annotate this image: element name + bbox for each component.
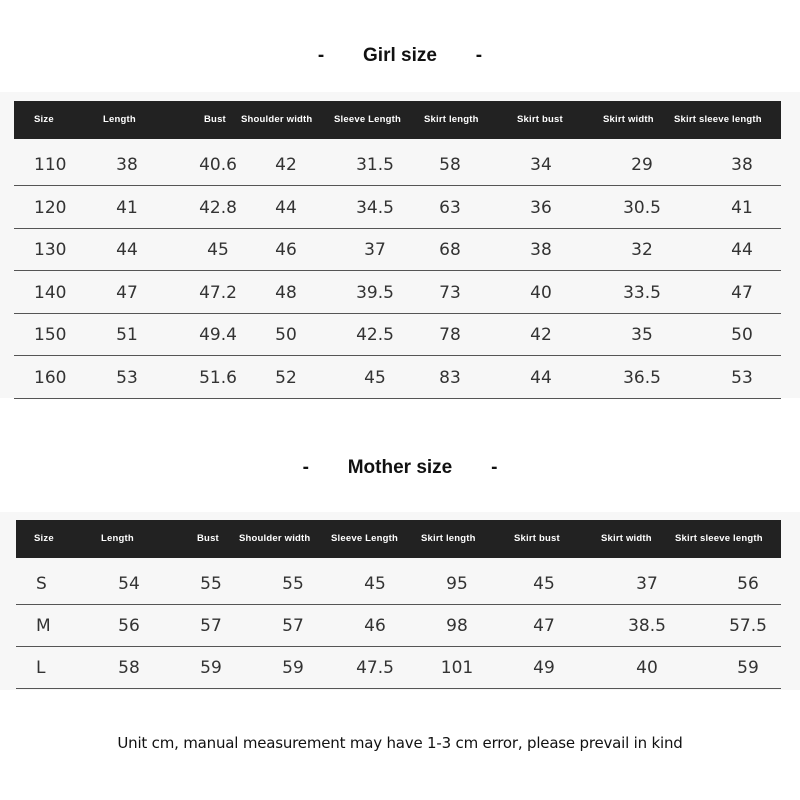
table-row bbox=[14, 314, 781, 356]
table-row bbox=[14, 272, 781, 314]
table-cell: 42 bbox=[530, 325, 552, 345]
table-cell: 31.5 bbox=[356, 155, 394, 175]
table-cell: 51 bbox=[116, 325, 138, 345]
header-skirt-sleeve-length: Skirt sleeve length bbox=[675, 533, 763, 544]
table-cell: 44 bbox=[731, 240, 753, 260]
table-cell: 53 bbox=[731, 367, 753, 388]
table-cell: 58 bbox=[439, 155, 461, 175]
unit-note: Unit cm, manual measurement may have 1-3 cm error, please prevail in kind bbox=[117, 734, 683, 752]
table-cell: 140 bbox=[34, 282, 67, 303]
table-cell: 38 bbox=[116, 155, 138, 175]
table-cell: 41 bbox=[116, 197, 138, 218]
header-skirt-length: Skirt length bbox=[421, 533, 476, 544]
header-skirt-bust: Skirt bust bbox=[514, 533, 560, 544]
header-length: Length bbox=[101, 533, 134, 544]
table-cell: 40 bbox=[530, 282, 552, 303]
table-cell: 45 bbox=[364, 574, 386, 594]
mother-size-table bbox=[16, 520, 781, 688]
table-cell: 37 bbox=[364, 240, 386, 260]
header-size: Size bbox=[34, 533, 54, 544]
table-cell: 73 bbox=[439, 282, 461, 303]
table-cell: 53 bbox=[116, 367, 138, 388]
table-cell: 101 bbox=[440, 658, 474, 678]
table-cell: 29 bbox=[631, 155, 653, 175]
table-cell: 98 bbox=[446, 616, 468, 636]
table-cell: 95 bbox=[446, 574, 468, 594]
table-cell: 40.6 bbox=[199, 155, 237, 175]
table-cell: 56 bbox=[737, 574, 759, 594]
table-row bbox=[16, 605, 781, 647]
girl-table-header bbox=[14, 101, 781, 139]
mother-size-title-text: Mother size bbox=[347, 457, 453, 478]
header-bust: Bust bbox=[204, 114, 226, 125]
header-skirt-sleeve-length: Skirt sleeve length bbox=[674, 114, 762, 125]
table-cell: 42 bbox=[275, 155, 297, 175]
header-length: Length bbox=[103, 114, 136, 125]
table-cell: 110 bbox=[34, 155, 67, 175]
header-skirt-bust: Skirt bust bbox=[517, 114, 563, 125]
table-cell: 58 bbox=[118, 658, 140, 678]
table-cell: M bbox=[36, 616, 51, 636]
table-cell: 33.5 bbox=[623, 282, 661, 303]
table-cell: 47.2 bbox=[199, 282, 237, 303]
table-cell: 48 bbox=[275, 282, 297, 303]
table-cell: 50 bbox=[731, 325, 753, 345]
table-cell: 63 bbox=[439, 197, 461, 218]
mother-size-title bbox=[0, 457, 800, 479]
table-cell: 34.5 bbox=[356, 197, 394, 218]
table-cell: 55 bbox=[282, 574, 304, 594]
mother-table-header bbox=[16, 520, 781, 558]
table-cell: 32 bbox=[631, 240, 653, 260]
table-cell: 49 bbox=[533, 658, 555, 678]
table-cell: 40 bbox=[636, 658, 658, 678]
header-skirt-width: Skirt width bbox=[601, 533, 652, 544]
header-bust: Bust bbox=[197, 533, 219, 544]
row-divider bbox=[14, 398, 781, 399]
table-cell: 45 bbox=[533, 574, 555, 594]
table-cell: 55 bbox=[200, 574, 222, 594]
table-cell: 45 bbox=[207, 240, 229, 260]
table-cell: 160 bbox=[34, 367, 67, 388]
header-sleeve-length: Sleeve Length bbox=[334, 114, 402, 125]
table-row bbox=[16, 563, 781, 605]
table-cell: 52 bbox=[275, 367, 297, 388]
table-row bbox=[14, 229, 781, 271]
table-cell: 49.4 bbox=[199, 325, 237, 345]
table-cell: 59 bbox=[282, 658, 304, 678]
table-cell: 37 bbox=[636, 574, 658, 594]
table-cell: 47.5 bbox=[356, 658, 394, 678]
title-dash-left: - bbox=[317, 45, 325, 66]
table-cell: 83 bbox=[439, 367, 461, 388]
table-cell: 46 bbox=[275, 240, 297, 260]
table-cell: S bbox=[36, 574, 47, 594]
table-cell: 50 bbox=[275, 325, 297, 345]
girl-size-title-text: Girl size bbox=[363, 45, 437, 66]
table-cell: 35 bbox=[631, 325, 653, 345]
header-sleeve-length: Sleeve Length bbox=[331, 533, 399, 544]
table-cell: 44 bbox=[530, 367, 552, 388]
header-skirt-width: Skirt width bbox=[603, 114, 654, 125]
table-cell: 38.5 bbox=[628, 616, 666, 636]
table-row bbox=[16, 647, 781, 689]
row-divider bbox=[16, 688, 781, 689]
table-cell: 47 bbox=[116, 282, 138, 303]
table-cell: L bbox=[36, 658, 46, 678]
table-cell: 41 bbox=[731, 197, 753, 218]
table-cell: 59 bbox=[200, 658, 222, 678]
table-cell: 78 bbox=[439, 325, 461, 345]
table-cell: 38 bbox=[731, 155, 753, 175]
table-cell: 45 bbox=[364, 367, 386, 388]
table-cell: 44 bbox=[116, 240, 138, 260]
table-row bbox=[14, 144, 781, 186]
table-cell: 42.5 bbox=[356, 325, 394, 345]
header-skirt-length: Skirt length bbox=[424, 114, 479, 125]
table-cell: 56 bbox=[118, 616, 140, 636]
header-size: Size bbox=[34, 114, 54, 125]
title-dash-left: - bbox=[302, 457, 309, 478]
table-cell: 47 bbox=[533, 616, 555, 636]
table-cell: 34 bbox=[530, 155, 552, 175]
table-cell: 57.5 bbox=[729, 616, 767, 636]
table-cell: 57 bbox=[282, 616, 304, 636]
table-cell: 59 bbox=[737, 658, 759, 678]
table-cell: 36 bbox=[530, 197, 552, 218]
table-cell: 36.5 bbox=[623, 367, 661, 388]
table-cell: 44 bbox=[275, 197, 297, 218]
header-shoulder-width: Shoulder width bbox=[239, 533, 311, 544]
table-cell: 57 bbox=[200, 616, 222, 636]
table-cell: 54 bbox=[118, 574, 140, 594]
header-shoulder-width: Shoulder width bbox=[241, 114, 313, 125]
table-cell: 150 bbox=[34, 325, 67, 345]
table-row bbox=[14, 187, 781, 229]
girl-size-table bbox=[14, 101, 781, 396]
title-dash-right: - bbox=[475, 45, 483, 66]
table-cell: 46 bbox=[364, 616, 386, 636]
table-cell: 42.8 bbox=[199, 197, 237, 218]
table-cell: 68 bbox=[439, 240, 461, 260]
girl-size-title bbox=[0, 45, 800, 67]
table-cell: 51.6 bbox=[199, 367, 237, 388]
title-dash-right: - bbox=[491, 457, 498, 478]
table-cell: 30.5 bbox=[623, 197, 661, 218]
table-cell: 120 bbox=[34, 197, 67, 218]
table-cell: 130 bbox=[34, 240, 67, 260]
table-row bbox=[14, 357, 781, 399]
table-cell: 47 bbox=[731, 282, 753, 303]
table-cell: 38 bbox=[530, 240, 552, 260]
table-cell: 39.5 bbox=[356, 282, 394, 303]
